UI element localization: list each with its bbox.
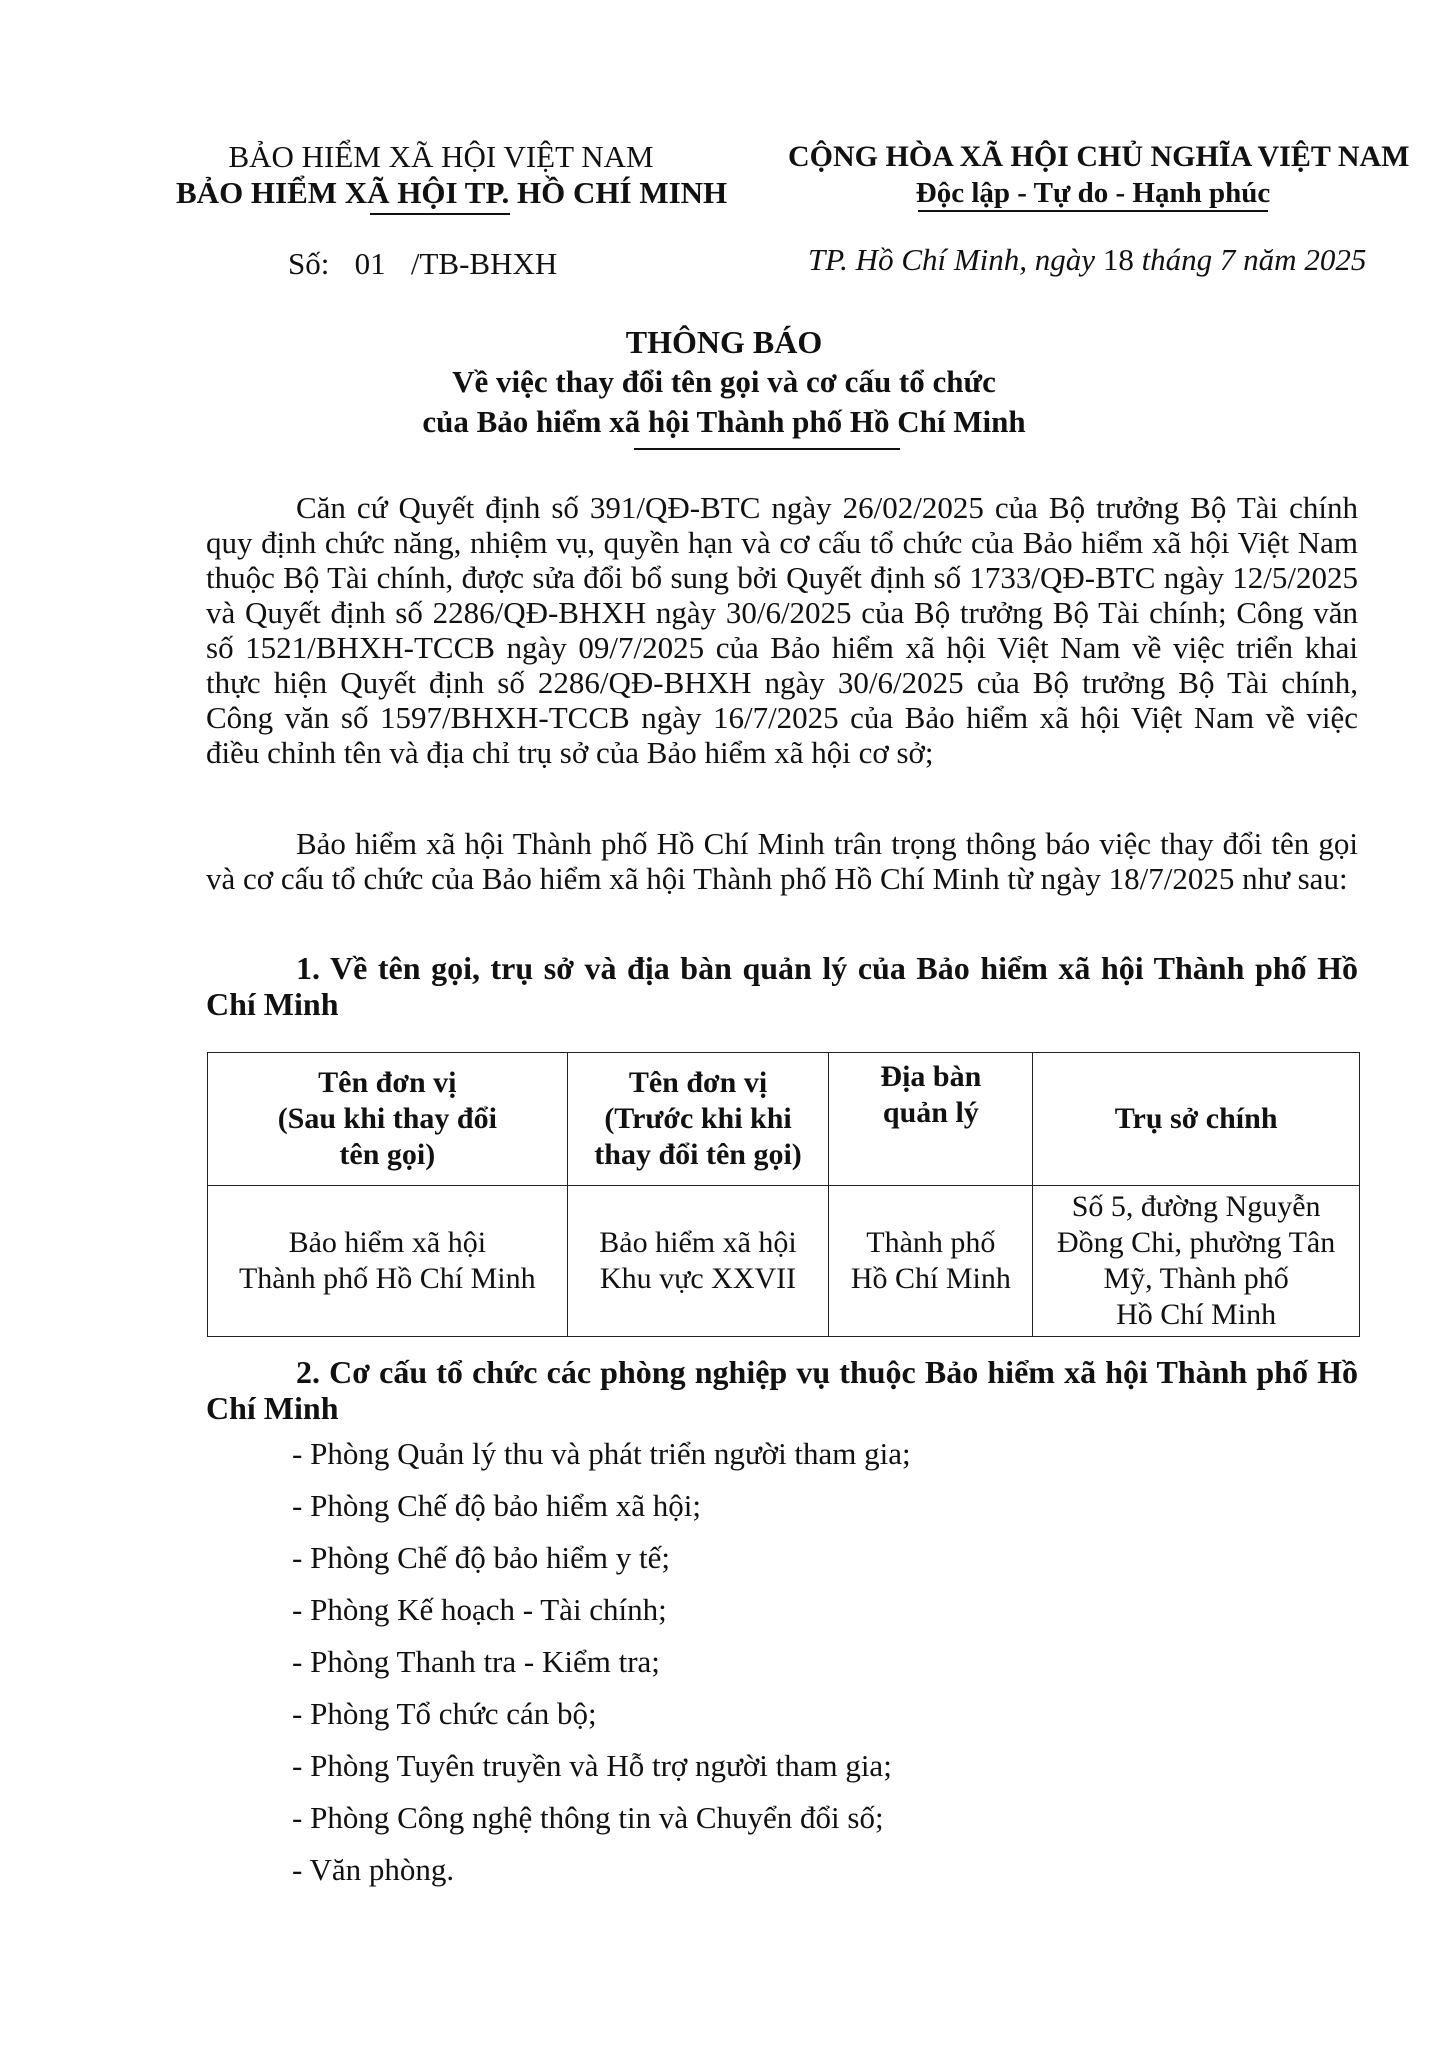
cell-text: Đồng Chi, phường Tân bbox=[1057, 1226, 1336, 1259]
table-cell bbox=[567, 1186, 829, 1337]
table-cell bbox=[829, 1186, 1033, 1337]
cell-text: Bảo hiểm xã hội bbox=[288, 1226, 487, 1259]
header-text: thay đổi tên gọi) bbox=[594, 1138, 802, 1171]
cell-text: Khu vực XXVII bbox=[599, 1262, 797, 1295]
header-text: Tên đơn vị bbox=[318, 1066, 457, 1099]
list-item: - Phòng Tuyên truyền và Hỗ trợ người tham gia; bbox=[292, 1748, 892, 1783]
list-item: - Phòng Chế độ bảo hiểm y tế; bbox=[292, 1540, 670, 1575]
list-item: - Phòng Kế hoạch - Tài chính; bbox=[292, 1592, 667, 1627]
doc-subtitle-line2: của Bảo hiểm xã hội Thành phố Hồ Chí Minh bbox=[422, 404, 1026, 439]
doc-subtitle-line1: Về việc thay đổi tên gọi và cơ cấu tổ chức bbox=[452, 364, 996, 399]
cell-text: Mỹ, Thành phố bbox=[1103, 1262, 1289, 1295]
table-cell bbox=[1033, 1186, 1360, 1337]
date-prefix: TP. Hồ Chí Minh, ngày bbox=[808, 242, 1096, 277]
table-header-cell bbox=[1033, 1053, 1360, 1186]
cell-text: Hồ Chí Minh bbox=[850, 1262, 1011, 1295]
paragraph-legal-basis: Căn cứ Quyết định số 391/QĐ-BTC ngày 26/02/2025 của Bộ trưởng Bộ Tài chính quy định chức năng, nhiệm vụ, quyền hạn và cơ cấu tổ chức của Bảo hiểm xã hội Việt Nam thuộc Bộ Tài chính, được sửa đổi bổ sung bởi Quyết định số 1733/QĐ-BTC ngày 12/5/2025 và Quyết định số 2286/QĐ-BHXH ngày 30/6/2025 của Bộ trưởng Bộ Tài chính; Công văn số 1521/BHXH-TCCB ngày 09/7/2025 của Bảo hiểm xã hội Việt Nam về việc triển khai thực hiện Quyết định số 2286/QĐ-BHXH ngày 30/6/2025 của Bộ trưởng Bộ Tài chính, Công văn số 1597/BHXH-TCCB ngày 16/7/2025 của Bảo hiểm xã hội Việt Nam về việc điều chỉnh tên và địa chỉ trụ sở của Bảo hiểm xã hội cơ sở; bbox=[206, 490, 1358, 770]
list-item: - Phòng Thanh tra - Kiểm tra; bbox=[292, 1644, 660, 1679]
section-heading-2: 2. Cơ cấu tổ chức các phòng nghiệp vụ thuộc Bảo hiểm xã hội Thành phố Hồ Chí Minh bbox=[206, 1354, 1358, 1426]
list-item: - Phòng Tổ chức cán bộ; bbox=[292, 1696, 597, 1731]
list-item: - Văn phòng. bbox=[292, 1852, 455, 1887]
list-item: - Phòng Công nghệ thông tin và Chuyển đổi số; bbox=[292, 1800, 884, 1835]
paragraph-announcement: Bảo hiểm xã hội Thành phố Hồ Chí Minh trân trọng thông báo việc thay đổi tên gọi và cơ cấu tổ chức của Bảo hiểm xã hội Thành phố Hồ Chí Minh từ ngày 18/7/2025 như sau: bbox=[206, 826, 1358, 896]
date-suffix: tháng 7 năm 2025 bbox=[1141, 242, 1367, 277]
doc-number-prefix: Số: bbox=[288, 246, 330, 281]
org-name: BẢO HIỂM XÃ HỘI TP. HỒ CHÍ MINH bbox=[176, 175, 728, 210]
table-cell bbox=[208, 1186, 568, 1337]
header-text: Địa bàn bbox=[880, 1060, 982, 1093]
header-text: Trụ sở chính bbox=[1114, 1102, 1278, 1135]
cell-text: Thành phố bbox=[866, 1226, 996, 1259]
section-heading-1: 1. Về tên gọi, trụ sở và địa bàn quản lý của Bảo hiểm xã hội Thành phố Hồ Chí Minh bbox=[206, 950, 1358, 1022]
table-row bbox=[208, 1186, 1360, 1337]
doc-number bbox=[288, 246, 557, 282]
country-name: CỘNG HÒA XÃ HỘI CHỦ NGHĨA VIỆT NAM bbox=[788, 140, 1410, 173]
org-underline bbox=[370, 213, 510, 215]
table-header-cell bbox=[829, 1053, 1033, 1186]
list-item: - Phòng Chế độ bảo hiểm xã hội; bbox=[292, 1488, 701, 1523]
table-header-cell bbox=[208, 1053, 568, 1186]
cell-text: Hồ Chí Minh bbox=[1116, 1298, 1277, 1331]
list-item: - Phòng Quản lý thu và phát triển người tham gia; bbox=[292, 1436, 911, 1471]
doc-date bbox=[808, 242, 1366, 278]
cell-text: Bảo hiểm xã hội bbox=[599, 1226, 797, 1259]
cell-text: Số 5, đường Nguyễn bbox=[1071, 1190, 1321, 1223]
motto-underline bbox=[918, 210, 1268, 212]
motto: Độc lập - Tự do - Hạnh phúc bbox=[915, 177, 1271, 209]
doc-number-suffix: /TB-BHXH bbox=[410, 246, 558, 281]
cell-text: Thành phố Hồ Chí Minh bbox=[238, 1262, 536, 1295]
title-underline bbox=[634, 448, 900, 450]
doc-number-value: 01 bbox=[354, 246, 386, 281]
header-text: (Trước khi khi bbox=[604, 1102, 792, 1135]
org-parent: BẢO HIỂM XÃ HỘI VIỆT NAM bbox=[228, 139, 654, 174]
date-day: 18 bbox=[1102, 242, 1134, 277]
header-text: Tên đơn vị bbox=[628, 1066, 768, 1099]
table-header-cell bbox=[567, 1053, 829, 1186]
header-text: (Sau khi thay đổi bbox=[277, 1102, 497, 1135]
table-header-row bbox=[208, 1053, 1360, 1186]
unit-info-table bbox=[207, 1052, 1360, 1337]
doc-title: THÔNG BÁO bbox=[625, 324, 823, 360]
header-text: tên gọi) bbox=[339, 1138, 436, 1171]
header-text: quản lý bbox=[882, 1096, 979, 1129]
